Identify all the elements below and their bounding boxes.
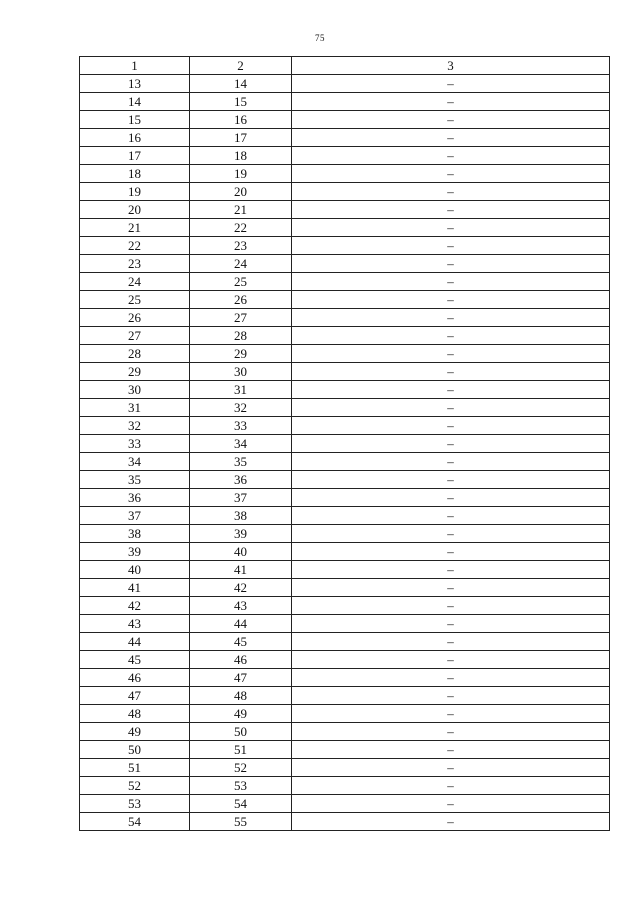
table-cell-col-2: 52 — [190, 759, 292, 777]
table-row — [80, 561, 610, 579]
table-cell-col-1: 52 — [80, 777, 190, 795]
table-cell-col-2: 16 — [190, 111, 292, 129]
table-cell-col-2: 19 — [190, 165, 292, 183]
table-cell-col-1: 32 — [80, 417, 190, 435]
table-row — [80, 255, 610, 273]
table-cell-col-1: 26 — [80, 309, 190, 327]
table-cell-col-2: 50 — [190, 723, 292, 741]
table-cell-col-3: – — [292, 273, 610, 291]
table-cell-col-2: 48 — [190, 687, 292, 705]
table-row — [80, 687, 610, 705]
table-row — [80, 219, 610, 237]
table-row — [80, 489, 610, 507]
table-cell-col-1: 46 — [80, 669, 190, 687]
table-cell-col-2: 29 — [190, 345, 292, 363]
table-row — [80, 435, 610, 453]
table-cell-col-1: 39 — [80, 543, 190, 561]
table-row — [80, 165, 610, 183]
table-cell-col-2: 33 — [190, 417, 292, 435]
table-cell-col-2: 24 — [190, 255, 292, 273]
table-cell-col-2: 30 — [190, 363, 292, 381]
table-cell-col-1: 17 — [80, 147, 190, 165]
table-cell-col-2: 32 — [190, 399, 292, 417]
table-cell-col-3: – — [292, 435, 610, 453]
table-row — [80, 93, 610, 111]
table-cell-col-1: 20 — [80, 201, 190, 219]
table-cell-col-2: 27 — [190, 309, 292, 327]
table-row — [80, 291, 610, 309]
table-row — [80, 363, 610, 381]
table-cell-col-1: 31 — [80, 399, 190, 417]
table-cell-col-2: 46 — [190, 651, 292, 669]
table-row — [80, 237, 610, 255]
table-row — [80, 129, 610, 147]
table-cell-col-2: 35 — [190, 453, 292, 471]
table-row — [80, 579, 610, 597]
table-cell-col-3: – — [292, 381, 610, 399]
table-cell-col-3: – — [292, 309, 610, 327]
table-cell-col-3: – — [292, 741, 610, 759]
table-cell-col-2: 18 — [190, 147, 292, 165]
table-cell-col-2: 55 — [190, 813, 292, 831]
table-cell-col-1: 43 — [80, 615, 190, 633]
table-cell-col-1: 36 — [80, 489, 190, 507]
table-cell-col-3: – — [292, 777, 610, 795]
table-cell-col-1: 45 — [80, 651, 190, 669]
table-cell-col-3: – — [292, 543, 610, 561]
table-cell-col-1: 22 — [80, 237, 190, 255]
table-cell-col-2: 42 — [190, 579, 292, 597]
table-cell-col-1: 41 — [80, 579, 190, 597]
table-cell-col-1: 25 — [80, 291, 190, 309]
table-cell-col-3: – — [292, 633, 610, 651]
table-cell-col-3: – — [292, 525, 610, 543]
table-row — [80, 399, 610, 417]
table-cell-col-2: 49 — [190, 705, 292, 723]
table-cell-col-2: 43 — [190, 597, 292, 615]
table-row — [80, 327, 610, 345]
table-row — [80, 543, 610, 561]
table-cell-col-1: 53 — [80, 795, 190, 813]
table-cell-col-2: 15 — [190, 93, 292, 111]
table-cell-col-3: – — [292, 579, 610, 597]
table-row — [80, 453, 610, 471]
table-cell-col-1: 27 — [80, 327, 190, 345]
table-row — [80, 345, 610, 363]
table-cell-col-3: – — [292, 705, 610, 723]
table-cell-col-1: 28 — [80, 345, 190, 363]
table-cell-col-3: – — [292, 561, 610, 579]
table-cell-col-3: – — [292, 291, 610, 309]
table-cell-col-1: 48 — [80, 705, 190, 723]
table-cell-col-3: – — [292, 75, 610, 93]
table-cell-col-1: 24 — [80, 273, 190, 291]
table-cell-col-2: 36 — [190, 471, 292, 489]
table-cell-col-3: – — [292, 165, 610, 183]
table-cell-col-1: 35 — [80, 471, 190, 489]
table-cell-col-3: – — [292, 93, 610, 111]
table-row — [80, 381, 610, 399]
table-cell-col-3: – — [292, 183, 610, 201]
table-cell-col-2: 41 — [190, 561, 292, 579]
table-cell-col-1: 16 — [80, 129, 190, 147]
table-cell-col-2: 51 — [190, 741, 292, 759]
table-row — [80, 633, 610, 651]
table-cell-col-2: 37 — [190, 489, 292, 507]
table-cell-col-3: – — [292, 111, 610, 129]
table-cell-col-1: 15 — [80, 111, 190, 129]
table-row — [80, 525, 610, 543]
table-row — [80, 309, 610, 327]
table-cell-col-2: 40 — [190, 543, 292, 561]
table-cell-col-2: 17 — [190, 129, 292, 147]
table-cell-col-3: – — [292, 363, 610, 381]
table-cell-col-3: – — [292, 669, 610, 687]
table-cell-col-1: 44 — [80, 633, 190, 651]
page-number: 75 — [315, 33, 325, 43]
table-row — [80, 201, 610, 219]
table-row — [80, 75, 610, 93]
column-header-2: 2 — [190, 57, 292, 75]
table-cell-col-2: 47 — [190, 669, 292, 687]
table-cell-col-1: 47 — [80, 687, 190, 705]
table-cell-col-2: 38 — [190, 507, 292, 525]
table-body — [80, 75, 610, 831]
table-cell-col-1: 49 — [80, 723, 190, 741]
table-cell-col-2: 25 — [190, 273, 292, 291]
table-row — [80, 273, 610, 291]
table-cell-col-1: 14 — [80, 93, 190, 111]
table-row — [80, 183, 610, 201]
table-row — [80, 669, 610, 687]
table-row — [80, 615, 610, 633]
data-table — [79, 56, 610, 831]
table-cell-col-1: 18 — [80, 165, 190, 183]
table-cell-col-1: 33 — [80, 435, 190, 453]
table-row — [80, 111, 610, 129]
table-cell-col-2: 45 — [190, 633, 292, 651]
table-row — [80, 417, 610, 435]
column-header-3: 3 — [292, 57, 610, 75]
table-row — [80, 741, 610, 759]
table-cell-col-1: 13 — [80, 75, 190, 93]
table-cell-col-1: 40 — [80, 561, 190, 579]
table-row — [80, 597, 610, 615]
table-cell-col-3: – — [292, 147, 610, 165]
table-cell-col-2: 53 — [190, 777, 292, 795]
table-cell-col-3: – — [292, 597, 610, 615]
table-cell-col-2: 20 — [190, 183, 292, 201]
table-cell-col-2: 39 — [190, 525, 292, 543]
table-cell-col-3: – — [292, 687, 610, 705]
table-row — [80, 759, 610, 777]
table-row — [80, 777, 610, 795]
table-row — [80, 651, 610, 669]
table-cell-col-1: 34 — [80, 453, 190, 471]
table-cell-col-1: 54 — [80, 813, 190, 831]
table-cell-col-3: – — [292, 417, 610, 435]
table-cell-col-1: 30 — [80, 381, 190, 399]
table-cell-col-3: – — [292, 219, 610, 237]
table-cell-col-2: 44 — [190, 615, 292, 633]
table-cell-col-1: 19 — [80, 183, 190, 201]
table-cell-col-3: – — [292, 399, 610, 417]
table-cell-col-3: – — [292, 813, 610, 831]
table-cell-col-3: – — [292, 651, 610, 669]
table-cell-col-3: – — [292, 489, 610, 507]
table-cell-col-3: – — [292, 471, 610, 489]
table-cell-col-2: 22 — [190, 219, 292, 237]
table-cell-col-2: 54 — [190, 795, 292, 813]
table-row — [80, 795, 610, 813]
table-cell-col-2: 21 — [190, 201, 292, 219]
table-cell-col-1: 42 — [80, 597, 190, 615]
table-cell-col-3: – — [292, 345, 610, 363]
table-cell-col-2: 28 — [190, 327, 292, 345]
table-cell-col-3: – — [292, 759, 610, 777]
table-cell-col-2: 26 — [190, 291, 292, 309]
table-cell-col-3: – — [292, 201, 610, 219]
table-cell-col-1: 29 — [80, 363, 190, 381]
table-container — [79, 56, 609, 831]
table-row — [80, 705, 610, 723]
table-cell-col-2: 34 — [190, 435, 292, 453]
table-row — [80, 813, 610, 831]
table-row — [80, 723, 610, 741]
table-cell-col-1: 37 — [80, 507, 190, 525]
table-row — [80, 471, 610, 489]
table-cell-col-2: 14 — [190, 75, 292, 93]
table-cell-col-3: – — [292, 507, 610, 525]
table-cell-col-1: 38 — [80, 525, 190, 543]
table-cell-col-1: 51 — [80, 759, 190, 777]
table-cell-col-3: – — [292, 129, 610, 147]
table-cell-col-3: – — [292, 453, 610, 471]
table-cell-col-2: 31 — [190, 381, 292, 399]
table-row — [80, 507, 610, 525]
table-cell-col-1: 21 — [80, 219, 190, 237]
table-cell-col-3: – — [292, 723, 610, 741]
table-cell-col-3: – — [292, 255, 610, 273]
table-cell-col-3: – — [292, 795, 610, 813]
column-header-1: 1 — [80, 57, 190, 75]
table-cell-col-1: 50 — [80, 741, 190, 759]
table-cell-col-3: – — [292, 615, 610, 633]
table-cell-col-3: – — [292, 327, 610, 345]
table-cell-col-1: 23 — [80, 255, 190, 273]
table-cell-col-2: 23 — [190, 237, 292, 255]
table-row — [80, 147, 610, 165]
table-cell-col-3: – — [292, 237, 610, 255]
table-header-row — [80, 57, 610, 75]
